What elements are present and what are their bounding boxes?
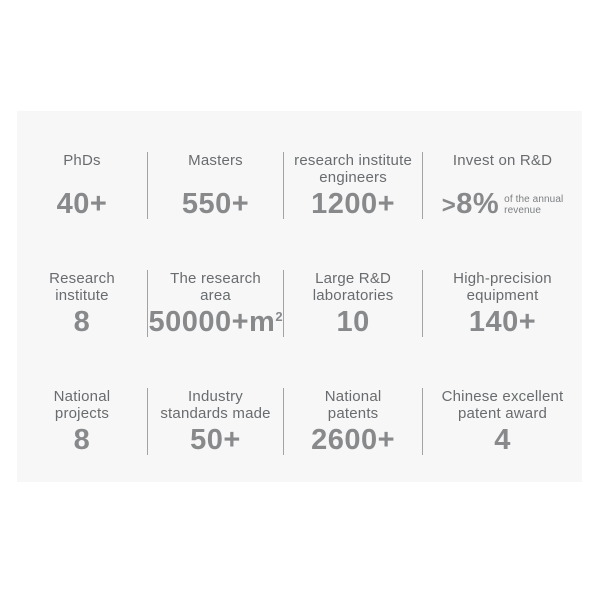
note-line: revenue	[504, 205, 542, 216]
label-line: institute	[55, 287, 109, 304]
stat-invest-rnd-number	[442, 189, 499, 221]
greater-than-sign: >	[441, 192, 457, 219]
stat-research-institute-label	[17, 270, 147, 307]
stat-area-number: 50000+m	[148, 306, 276, 338]
stat-equipment-label	[423, 270, 582, 307]
label-line: National	[53, 388, 111, 405]
label-line: standards made	[160, 405, 271, 422]
label-line: The research	[170, 270, 261, 287]
stat-national-patents-label	[284, 388, 422, 425]
label-line: area	[200, 287, 231, 304]
label-line: Invest on R&D	[452, 152, 553, 169]
stat-invest-rnd-note	[504, 194, 563, 216]
stat-national-patents	[283, 388, 422, 455]
stats-row-3	[17, 388, 582, 455]
stat-masters-value: 550+	[181, 188, 250, 220]
label-line: Industry	[188, 388, 243, 405]
label-line: Large R&D	[315, 270, 392, 287]
label-line: equipment	[466, 287, 539, 304]
stat-rnd-laboratories-value: 10	[336, 306, 370, 338]
stat-national-patents-value: 2600+	[311, 424, 396, 456]
stat-research-institute-value: 8	[73, 306, 91, 338]
stat-research-institute	[17, 270, 147, 337]
stat-phds	[17, 152, 147, 219]
label-line: laboratories	[312, 287, 394, 304]
label-line: patents	[327, 405, 379, 422]
stat-research-area-label	[148, 270, 283, 307]
stat-research-institute-engineers	[283, 152, 422, 219]
stat-phds-value: 40+	[56, 188, 108, 220]
stat-patent-award-label	[423, 388, 582, 425]
stat-national-projects-label	[17, 388, 147, 425]
label-line: patent award	[457, 405, 548, 422]
label-line: High-precision	[453, 270, 552, 287]
label-line: research institute	[294, 152, 412, 169]
label-line: Chinese excellent	[441, 388, 564, 405]
stats-panel	[17, 111, 582, 482]
stats-row-2	[17, 270, 582, 337]
stat-national-projects	[17, 388, 147, 455]
stat-national-projects-value: 8	[73, 424, 91, 456]
label-line: projects	[54, 405, 110, 422]
label-line: National	[324, 388, 382, 405]
stat-invest-rnd	[422, 152, 582, 219]
stat-industry-standards-value: 50+	[190, 424, 241, 456]
label-line: Research	[49, 270, 115, 287]
label-line: engineers	[319, 169, 387, 186]
note-line: of the annual	[504, 194, 564, 205]
stat-rnd-laboratories	[283, 270, 422, 337]
stats-row-1	[17, 152, 582, 219]
stat-research-area-value	[148, 307, 283, 342]
stat-invest-rnd-label	[423, 152, 582, 189]
stat-rnd-laboratories-label	[284, 270, 422, 307]
stat-industry-standards	[147, 388, 283, 455]
stat-patent-award-value: 4	[494, 424, 511, 456]
superscript-2: 2	[275, 309, 283, 324]
stat-engineers-label	[284, 152, 422, 189]
stat-engineers-value: 1200+	[311, 188, 396, 220]
stat-industry-standards-label	[148, 388, 283, 425]
label-line: Masters	[188, 152, 243, 169]
stat-high-precision-equipment	[422, 270, 582, 337]
stat-patent-award	[422, 388, 582, 455]
label-line: PhDs	[63, 152, 101, 169]
stat-masters-label	[148, 152, 283, 189]
stat-research-area	[147, 270, 283, 337]
stat-invest-rnd-value	[423, 189, 582, 221]
stat-phds-label	[17, 152, 147, 189]
stat-percent: 8%	[456, 188, 500, 220]
stat-masters	[147, 152, 283, 219]
stat-equipment-value: 140+	[468, 306, 537, 338]
